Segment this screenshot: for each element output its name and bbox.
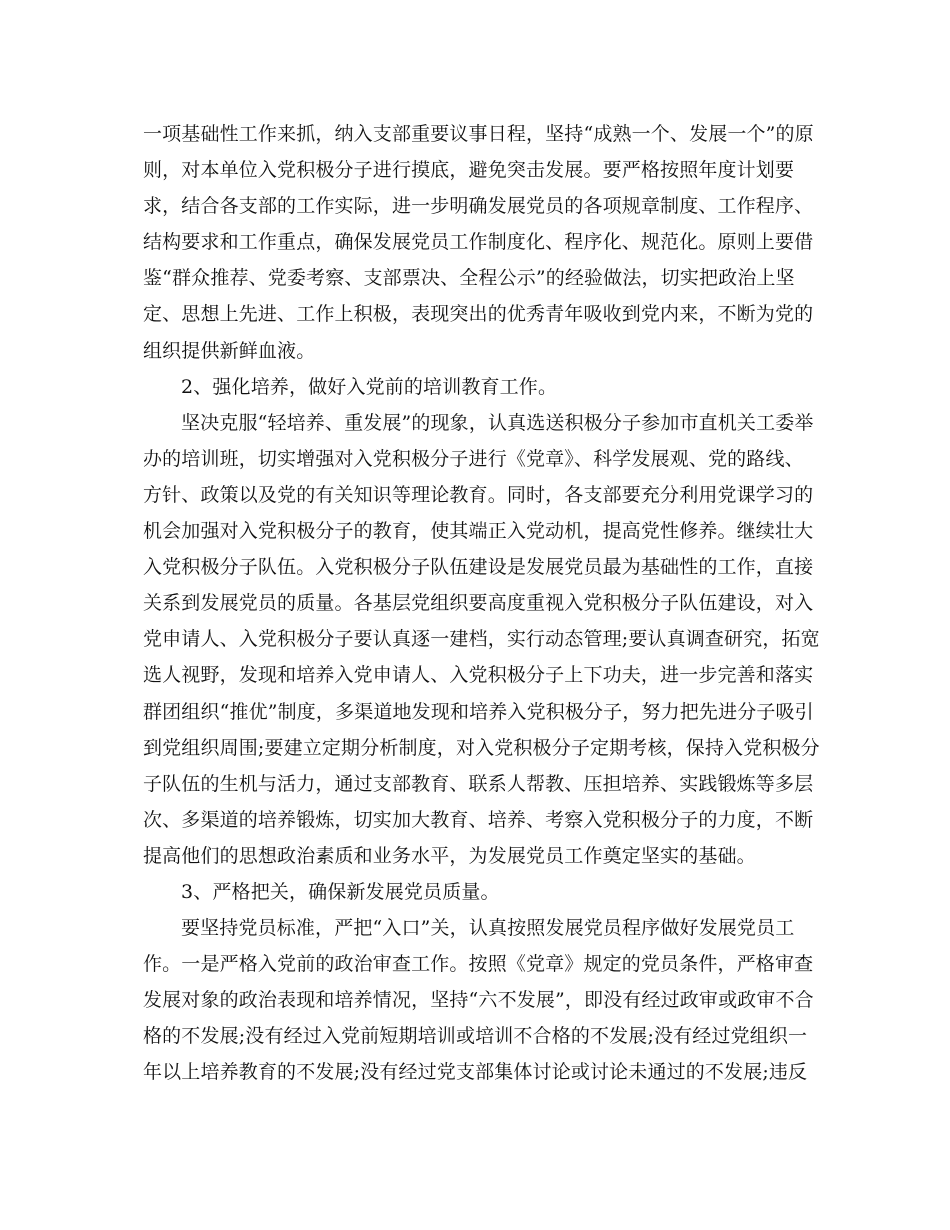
- text-line: 关系到发展党员的质量。各基层党组织要高度重视入党积极分子队伍建设，对入: [143, 592, 814, 615]
- text-line: 格的不发展;没有经过入党前短期培训或培训不合格的不发展;没有经过党组织一: [143, 1025, 808, 1048]
- text-line: 党申请人、入党积极分子要认真逐一建档，实行动态管理;要认真调查研究，拓宽: [143, 628, 820, 651]
- text-line: 求，结合各支部的工作实际，进一步明确发展党员的各项规章制度、工作程序、: [143, 195, 814, 218]
- text-line: 群团组织“推优”制度，多渠道地发现和培养入党积极分子，努力把先进分子吸引: [143, 700, 814, 723]
- text-line: 办的培训班，切实增强对入党积极分子进行《党章》、科学发展观、党的路线、: [143, 447, 804, 470]
- text-line: 坚决克服“轻培养、重发展”的现象，认真选送积极分子参加市直机关工委举: [181, 411, 814, 434]
- text-line: 子队伍的生机与活力，通过支部教育、联系人帮教、压担培养、实践锻炼等多层: [143, 772, 814, 795]
- text-line: 要坚持党员标准，严把“入口”关，认真按照发展党员程序做好发展党员工: [181, 917, 795, 940]
- text-line: 机会加强对入党积极分子的教育，使其端正入党动机，提高党性修养。继续壮大: [143, 520, 814, 543]
- text-line: 到党组织周围;要建立定期分析制度，对入党积极分子定期考核，保持入党积极分: [143, 736, 820, 759]
- body-text: [143, 116, 820, 1091]
- text-line: 组织提供新鲜血液。: [143, 339, 316, 362]
- text-line: 次、多渠道的培养锻炼，切实加大教育、培养、考察入党积极分子的力度，不断: [143, 808, 814, 831]
- text-line: 提高他们的思想政治素质和业务水平，为发展党员工作奠定坚实的基础。: [143, 844, 756, 867]
- text-line: 方针、政策以及党的有关知识等理论教育。同时，各支部要充分利用党课学习的: [143, 483, 814, 506]
- text-line: 作。一是严格入党前的政治审查工作。按照《党章》规定的党员条件，严格审查: [143, 953, 814, 976]
- text-line: 入党积极分子队伍。入党积极分子队伍建设是发展党员最为基础性的工作，直接: [143, 556, 814, 579]
- text-line: 则，对本单位入党积极分子进行摸底，避免突击发展。要严格按照年度计划要: [143, 159, 795, 182]
- text-line: 选人视野，发现和培养入党申请人、入党积极分子上下功夫，进一步完善和落实: [143, 664, 814, 687]
- text-line: 结构要求和工作重点，确保发展党员工作制度化、程序化、规范化。原则上要借: [143, 231, 814, 254]
- text-line: 年以上培养教育的不发展;没有经过党支部集体讨论或讨论未通过的不发展;违反: [143, 1061, 808, 1084]
- text-line: 鉴“群众推荐、党委考察、支部票决、全程公示”的经验做法，切实把政治上坚: [143, 267, 795, 290]
- text-line: 一项基础性工作来抓，纳入支部重要议事日程，坚持“成熟一个、发展一个”的原: [143, 123, 814, 145]
- text-line: 发展对象的政治表现和培养情况，坚持“六不发展”，即没有经过政审或政审不合: [143, 989, 814, 1012]
- section-heading: 2、强化培养，做好入党前的培训教育工作。: [181, 375, 558, 398]
- section-heading: 3、严格把关，确保新发展党员质量。: [181, 880, 500, 903]
- text-line: 定、思想上先进、工作上积极，表现突出的优秀青年吸收到党内来，不断为党的: [143, 303, 814, 326]
